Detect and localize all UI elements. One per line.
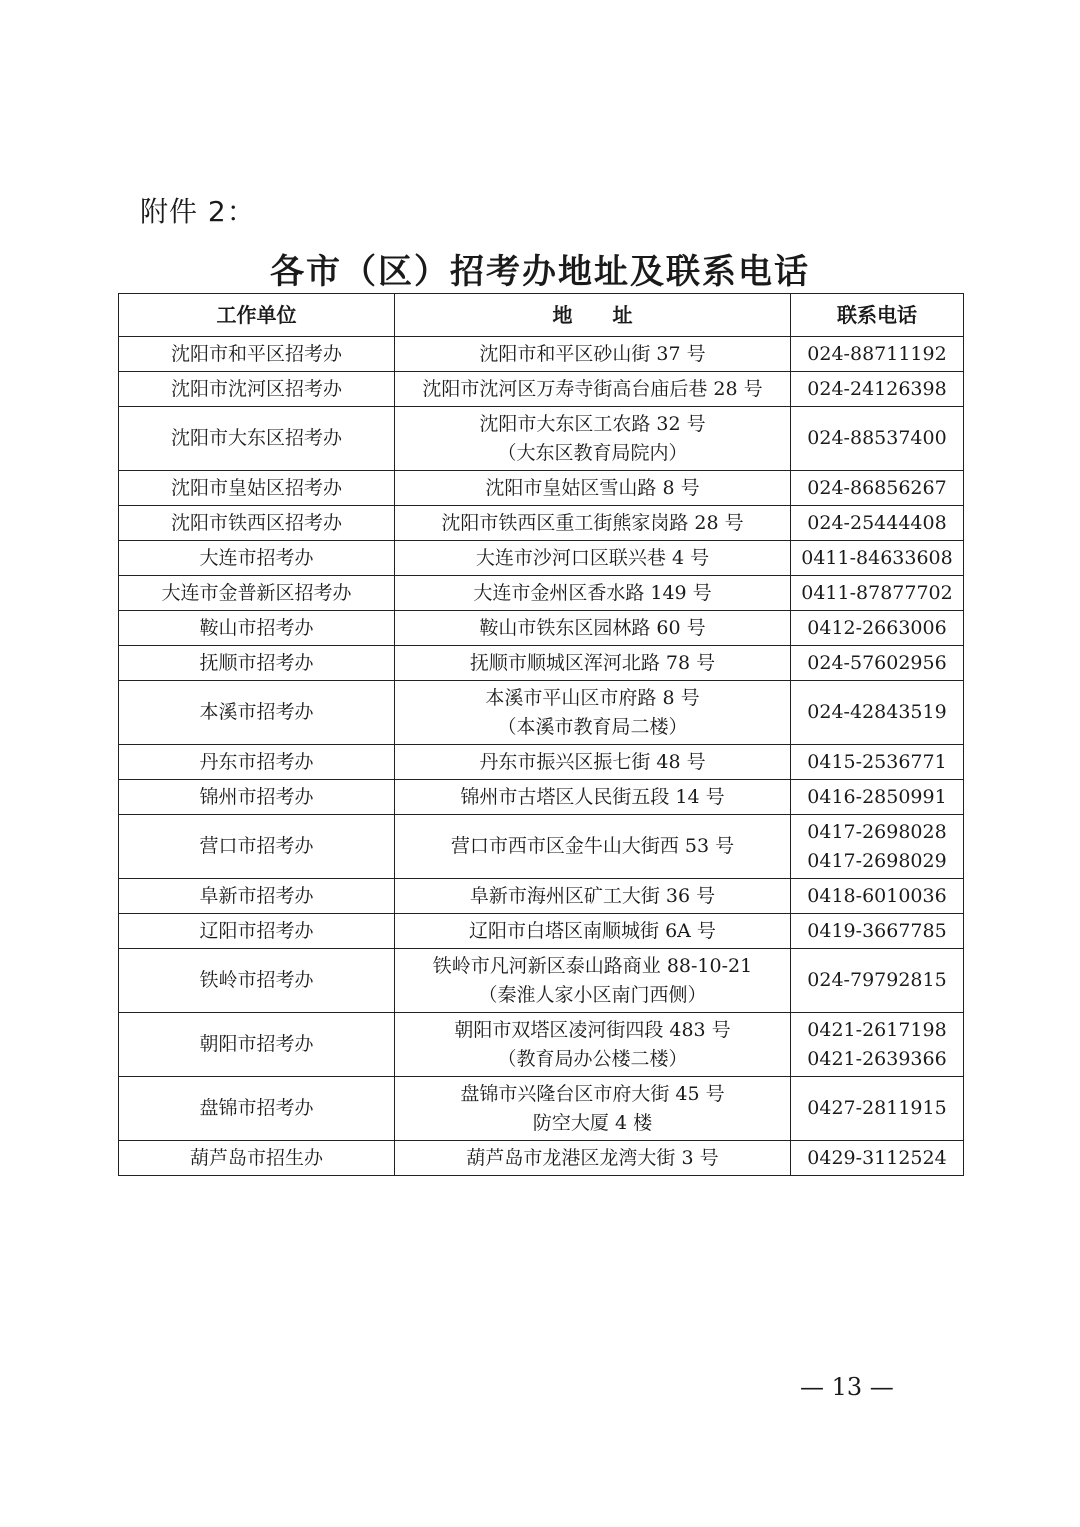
document-title: 各市（区）招考办地址及联系电话: [270, 252, 810, 292]
page-number: — 13 —: [800, 1373, 894, 1401]
cell-phone: [791, 506, 964, 541]
cell-address: [395, 611, 791, 646]
address-line: （大东区教育局院内）: [497, 441, 688, 464]
cell-address: [395, 541, 791, 576]
cell-phone: [791, 1077, 964, 1141]
cell-address: [395, 407, 791, 471]
cell-address: [395, 745, 791, 780]
table-header-row: [119, 294, 964, 337]
cell-phone: [791, 780, 964, 815]
cell-unit: 葫芦岛市招生办: [119, 1141, 395, 1176]
phone-line: 024-57602956: [807, 651, 947, 674]
address-line: 盘锦市兴隆台区市府大街 45 号: [460, 1082, 725, 1105]
cell-phone: [791, 745, 964, 780]
table-row: [119, 681, 964, 745]
phone-line: 024-79792815: [807, 969, 947, 991]
phone-line: 0417-2698028: [807, 820, 947, 843]
cell-address: [395, 646, 791, 681]
phone-line: 024-25444408: [807, 511, 947, 534]
phone-line: 024-86856267: [807, 476, 947, 499]
attachment-label: 附件 2：: [140, 195, 256, 228]
table-row: [119, 646, 964, 681]
cell-address: [395, 879, 791, 914]
cell-unit: 大连市金普新区招考办: [119, 576, 395, 611]
address-line: 阜新市海州区矿工大街 36 号: [469, 884, 716, 907]
cell-address: [395, 949, 791, 1013]
table-row: [119, 1077, 964, 1141]
cell-unit: 丹东市招考办: [119, 745, 395, 780]
cell-unit: 大连市招考办: [119, 541, 395, 576]
table-row: [119, 879, 964, 914]
table-row: [119, 745, 964, 780]
cell-phone: [791, 576, 964, 611]
address-line: 铁岭市凡河新区泰山路商业 88-10-21: [432, 954, 753, 977]
table-row: [119, 815, 964, 879]
cell-phone: [791, 611, 964, 646]
table-row: [119, 506, 964, 541]
phone-line: 0411-84633608: [801, 546, 953, 569]
cell-unit: 沈阳市和平区招考办: [119, 337, 395, 372]
phone-line: 024-24126398: [807, 377, 947, 400]
phone-line: 024-88711192: [807, 342, 947, 365]
cell-address: [395, 337, 791, 372]
address-line: 沈阳市和平区砂山街 37 号: [479, 342, 706, 365]
address-line: 沈阳市大东区工农路 32 号: [479, 412, 706, 435]
cell-phone: [791, 1013, 964, 1077]
cell-phone: [791, 914, 964, 949]
cell-phone: [791, 949, 964, 1013]
phone-line: 0419-3667785: [807, 919, 947, 942]
contacts-table: [118, 293, 964, 1176]
cell-unit: 盘锦市招考办: [119, 1077, 395, 1141]
cell-unit: 本溪市招考办: [119, 681, 395, 745]
cell-unit: 朝阳市招考办: [119, 1013, 395, 1077]
table-row: [119, 611, 964, 646]
cell-phone: [791, 407, 964, 471]
table-row: [119, 471, 964, 506]
table-row: [119, 576, 964, 611]
cell-unit: 辽阳市招考办: [119, 914, 395, 949]
cell-phone: [791, 337, 964, 372]
cell-unit: 营口市招考办: [119, 815, 395, 879]
cell-phone: [791, 815, 964, 879]
address-line: 本溪市平山区市府路 8 号: [485, 686, 700, 709]
header-address: 地 址: [395, 294, 791, 337]
address-line: 大连市金州区香水路 149 号: [473, 581, 712, 604]
address-line: 辽阳市白塔区南顺城街 6A 号: [469, 919, 716, 942]
address-line: 大连市沙河口区联兴巷 4 号: [475, 546, 710, 569]
table-row: [119, 541, 964, 576]
cell-phone: [791, 681, 964, 745]
cell-phone: [791, 372, 964, 407]
table-body: [119, 337, 964, 1176]
phone-line: 0416-2850991: [807, 785, 947, 808]
phone-line: 024-88537400: [807, 427, 947, 449]
cell-address: [395, 681, 791, 745]
cell-address: [395, 471, 791, 506]
address-line: 朝阳市双塔区凌河街四段 483 号: [454, 1018, 731, 1041]
cell-address: [395, 1013, 791, 1077]
address-line: 丹东市振兴区振七街 48 号: [479, 750, 706, 773]
table-row: [119, 337, 964, 372]
cell-unit: 阜新市招考办: [119, 879, 395, 914]
cell-phone: [791, 1141, 964, 1176]
address-line: 葫芦岛市龙港区龙湾大街 3 号: [466, 1146, 719, 1169]
cell-address: [395, 780, 791, 815]
address-line: 鞍山市铁东区园林路 60 号: [479, 616, 706, 639]
address-line: 抚顺市顺城区浑河北路 78 号: [469, 651, 716, 674]
cell-address: [395, 1141, 791, 1176]
cell-unit: 沈阳市沈河区招考办: [119, 372, 395, 407]
table-row: [119, 1141, 964, 1176]
cell-unit: 沈阳市皇姑区招考办: [119, 471, 395, 506]
header-unit: 工作单位: [119, 294, 395, 337]
cell-address: [395, 372, 791, 407]
table-row: [119, 914, 964, 949]
cell-address: [395, 914, 791, 949]
phone-line: 0421-2639366: [807, 1047, 947, 1070]
cell-unit: 沈阳市铁西区招考办: [119, 506, 395, 541]
address-line: 营口市西市区金牛山大街西 53 号: [450, 835, 735, 857]
table-row: [119, 780, 964, 815]
phone-line: 0421-2617198: [807, 1018, 947, 1041]
address-line: 防空大厦 4 楼: [532, 1111, 653, 1134]
phone-line: 0427-2811915: [807, 1097, 947, 1119]
address-line: 沈阳市铁西区重工街熊家岗路 28 号: [441, 511, 744, 534]
cell-unit: 鞍山市招考办: [119, 611, 395, 646]
table-row: [119, 949, 964, 1013]
cell-address: [395, 506, 791, 541]
cell-address: [395, 815, 791, 879]
cell-phone: [791, 879, 964, 914]
cell-address: [395, 576, 791, 611]
address-line: （教育局办公楼二楼）: [497, 1047, 688, 1070]
cell-phone: [791, 471, 964, 506]
address-line: 沈阳市沈河区万寿寺街高台庙后巷 28 号: [422, 377, 763, 400]
cell-unit: 沈阳市大东区招考办: [119, 407, 395, 471]
table-row: [119, 407, 964, 471]
table-row: [119, 372, 964, 407]
phone-line: 0429-3112524: [807, 1146, 947, 1169]
cell-unit: 锦州市招考办: [119, 780, 395, 815]
phone-line: 0415-2536771: [807, 750, 947, 773]
address-line: （本溪市教育局二楼）: [497, 715, 688, 738]
address-line: 锦州市古塔区人民街五段 14 号: [460, 785, 725, 808]
phone-line: 0417-2698029: [807, 849, 947, 872]
phone-line: 024-42843519: [807, 701, 947, 723]
header-phone: 联系电话: [791, 294, 964, 337]
phone-line: 0418-6010036: [807, 884, 947, 907]
cell-phone: [791, 646, 964, 681]
table-row: [119, 1013, 964, 1077]
phone-line: 0412-2663006: [807, 616, 947, 639]
phone-line: 0411-87877702: [801, 581, 953, 604]
address-line: （秦淮人家小区南门西侧）: [478, 983, 707, 1006]
cell-unit: 抚顺市招考办: [119, 646, 395, 681]
cell-phone: [791, 541, 964, 576]
cell-unit: 铁岭市招考办: [119, 949, 395, 1013]
address-line: 沈阳市皇姑区雪山路 8 号: [485, 476, 700, 499]
cell-address: [395, 1077, 791, 1141]
